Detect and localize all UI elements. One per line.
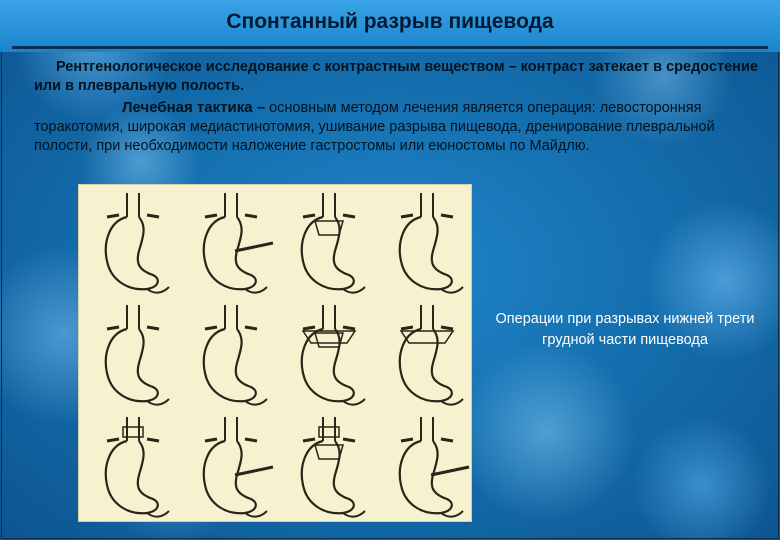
- figure-caption: Операции при разрывах нижней трети грудной части пищевода: [495, 311, 755, 348]
- stomach-diagram-4: [400, 193, 463, 293]
- surgery-illustration: [78, 184, 472, 522]
- stomach-diagram-9: [106, 417, 169, 517]
- surgery-diagrams-svg: [79, 185, 471, 521]
- stomach-diagram-3: [302, 193, 365, 293]
- stomach-diagram-5: [106, 305, 169, 405]
- paragraph-diagnosis: Рентгенологическое исследование с контрастным веществом – контраст затекает в средостение или в плевральную полость.: [34, 59, 758, 94]
- stomach-diagram-11: [302, 417, 365, 517]
- treatment-lead: Лечебная тактика –: [122, 99, 266, 116]
- title-divider: [12, 46, 768, 49]
- treatment-text: основным методом лечения является операция: левосторонняя торакотомия, широкая медиастинотомия, ушивание разрыва пищевода, дренирование плевральной полости, при необходимости наложение гастростомы или еюностомы по Майдлю.: [34, 100, 715, 154]
- stomach-diagram-6: [204, 305, 267, 405]
- paragraph-treatment: [34, 98, 769, 156]
- stomach-diagram-7: [302, 305, 365, 405]
- stomach-diagram-1: [106, 193, 169, 293]
- slide-title: Спонтанный разрыв пищевода: [226, 10, 554, 33]
- stomach-diagram-8: [400, 305, 463, 405]
- stomach-diagram-10: [204, 417, 273, 517]
- stomach-diagram-12: [400, 417, 469, 517]
- stomach-diagram-2: [204, 193, 273, 293]
